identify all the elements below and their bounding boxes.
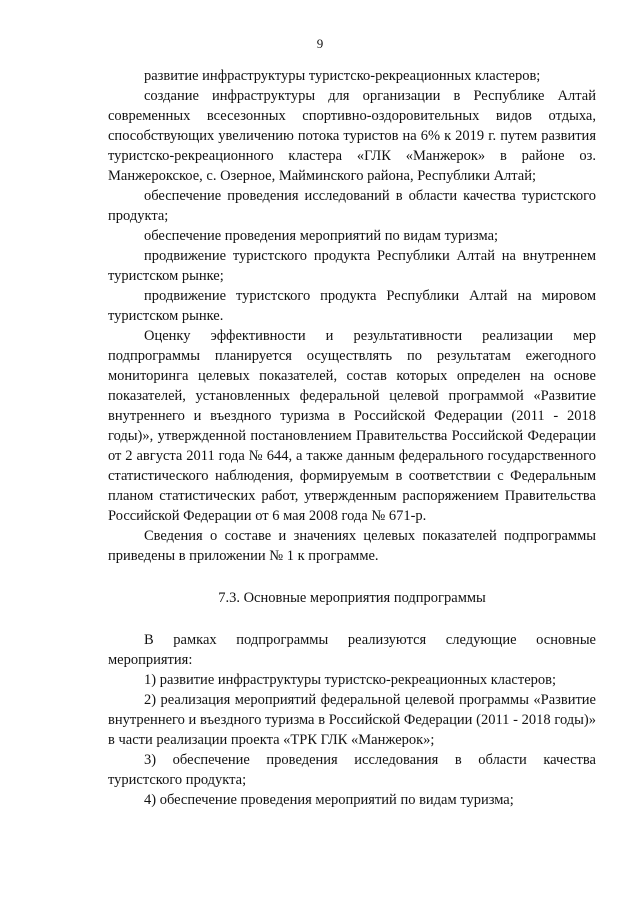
paragraph-domestic-promotion: продвижение туристского продукта Республики Алтай на внутреннем туристском рынке; xyxy=(108,248,596,284)
paragraph-evaluation: Оценку эффективности и результативности реализации мер подпрограммы планируется осуществлять по результатам ежегодного мониторинга целевых показателей, состав которых определен на основе показателей, установленных федеральной целевой программой «Развитие внутреннего и въездного туризма в Российской Федерации (2011 - 2018 годы)», утвержденной постановлением Правительства Российской Федерации от 2 августа 2011 года № 644, а также данным федерального государственного статистического наблюдения, формируемым в соответствии с Федеральным планом статистических работ, утвержденным распоряжением Правительства Российской Федерации от 6 мая 2008 года № 671-р. xyxy=(108,328,596,524)
list-item-measure-2: 2) реализация мероприятий федеральной целевой программы «Развитие внутреннего и въездного туризма в Российской Федерации (2011 - 2018 годы)» в части реализации проекта «ТРК ГЛК «Манжерок»; xyxy=(108,692,596,748)
paragraph-tourism-events: обеспечение проведения мероприятий по видам туризма; xyxy=(144,228,499,244)
list-item-measure-1: 1) развитие инфраструктуры туристско-рекреационных кластеров; xyxy=(144,672,557,688)
paragraph-cluster-infrastructure: развитие инфраструктуры туристско-рекреационных кластеров; xyxy=(144,68,541,84)
paragraph-measures-intro: В рамках подпрограммы реализуются следующие основные мероприятия: xyxy=(108,632,596,668)
list-item-measure-3: 3) обеспечение проведения исследования в области качества туристского продукта; xyxy=(108,752,596,788)
section-heading: 7.3. Основные мероприятия подпрограммы xyxy=(218,590,486,606)
document-body xyxy=(108,66,596,810)
list-item-measure-4: 4) обеспечение проведения мероприятий по видам туризма; xyxy=(144,792,514,808)
paragraph-world-promotion: продвижение туристского продукта Республики Алтай на мировом туристском рынке. xyxy=(108,288,596,324)
page-number: 9 xyxy=(316,36,324,51)
paragraph-indicators-reference: Сведения о составе и значениях целевых показателей подпрограммы приведены в приложении № 1 к программе. xyxy=(108,528,596,564)
paragraph-quality-research: обеспечение проведения исследований в области качества туристского продукта; xyxy=(108,188,596,224)
paragraph-infrastructure-creation: создание инфраструктуры для организации в Республике Алтай современных всесезонных спортивно-оздоровительных видов отдыха, способствующих увеличению потока туристов на 6% к 2019 г. путем развития туристско-рекреационного кластера «ГЛК «Манжерок» в районе оз. Манжерокское, с. Озерное, Майминского района, Республики Алтай; xyxy=(108,88,596,184)
